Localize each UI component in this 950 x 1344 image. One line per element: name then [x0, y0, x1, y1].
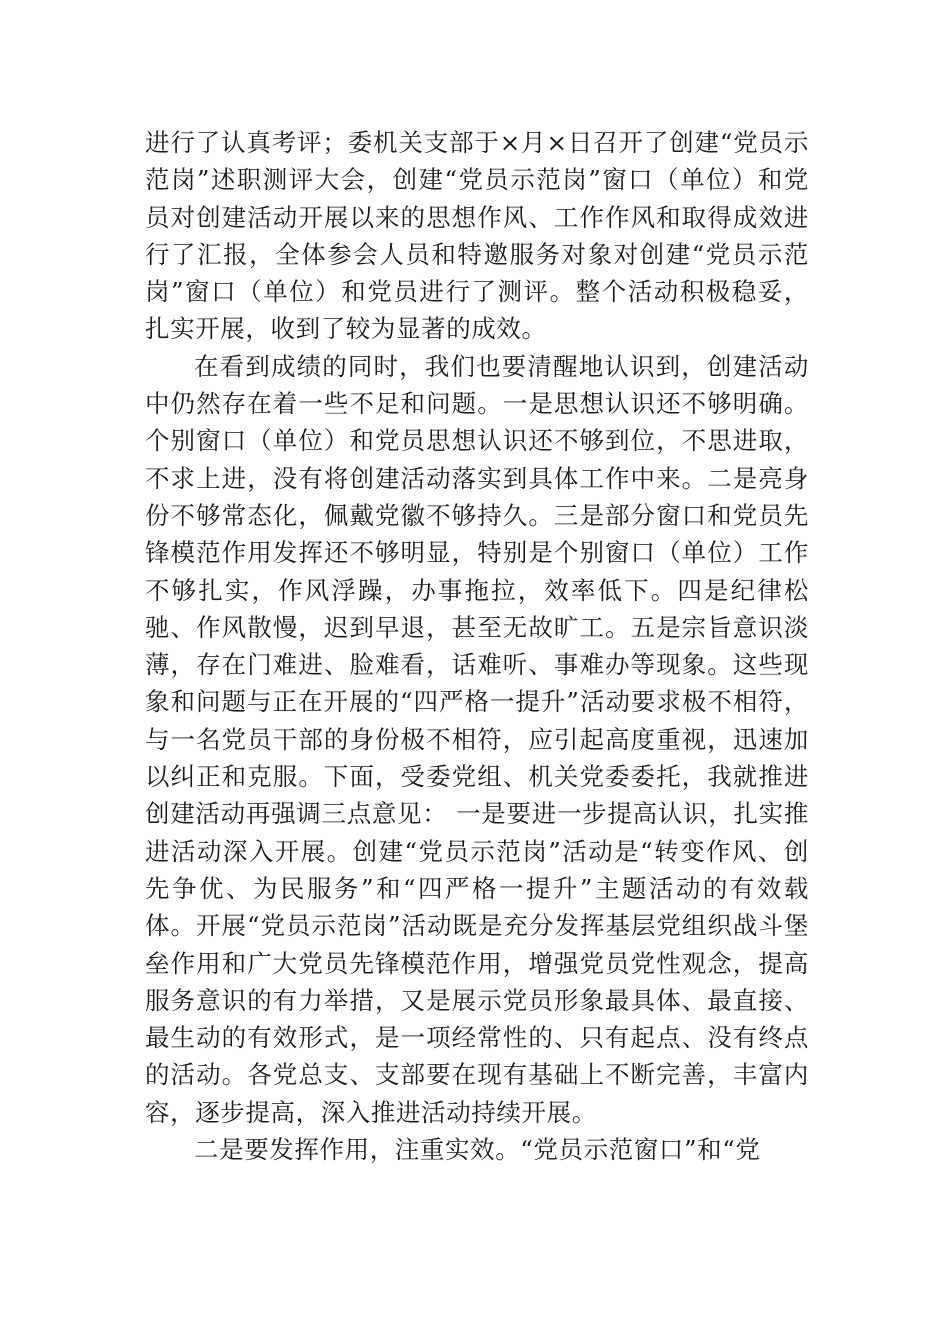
- document-body: [145, 124, 809, 1168]
- paragraph-second-point: 二是要发挥作用，注重实效。“党员示范窗口”和“党: [194, 1135, 761, 1165]
- paragraph-evaluation-summary: 进行了认真考评；委机关支部于×月×日召开了创建“党员示范岗”述职测评大会，创建“党员示范岗”窗口（单位）和党员对创建活动开展以来的思想作风、工作作风和取得成效进行了汇报，全体参会人员和特邀服务对象对创建“党员示范岗”窗口（单位）和党员进行了测评。整个活动积极稳妥，扎实开展，收到了较为显著的成效。: [145, 128, 809, 344]
- paragraph-problems-and-opinions: 在看到成绩的同时，我们也要清醒地认识到，创建活动中仍然存在着一些不足和问题。一是思想认识还不够明确。个别窗口（单位）和党员思想认识还不够到位，不思进取，不求上进，没有将创建活动落实到具体工作中来。二是亮身份不够常态化，佩戴党徽不够持久。三是部分窗口和党员先锋模范作用发挥还不够明显，特别是个别窗口（单位）工作不够扎实，作风浮躁，办事拖拉，效率低下。四是纪律松驰、作风散慢，迟到早退，甚至无故旷工。五是宗旨意识淡薄，存在门难进、脸难看，话难听、事难办等现象。这些现象和问题与正在开展的“四严格一提升”活动要求极不相符，与一名党员干部的身份极不相符，应引起高度重视，迅速加以纠正和克服。下面，受委党组、机关党委委托，我就推进创建活动再强调三点意见： 一是要进一步提高认识，扎实推进活动深入开展。创建“党员示范岗”活动是“转变作风、创先争优、为民服务”和“四严格一提升”主题活动的有效载体。开展“党员示范岗”活动既是充分发挥基层党组织战斗堡垒作用和广大党员先锋模范作用，增强党员党性观念，提高服务意识的有力举措，又是展示党员形象最具体、最直接、最生动的有效形式，是一项经常性的、只有起点、没有终点的活动。各党总支、支部要在现有基础上不断完善，丰富内容，逐步提高，深入推进活动持续开展。: [145, 351, 809, 1127]
